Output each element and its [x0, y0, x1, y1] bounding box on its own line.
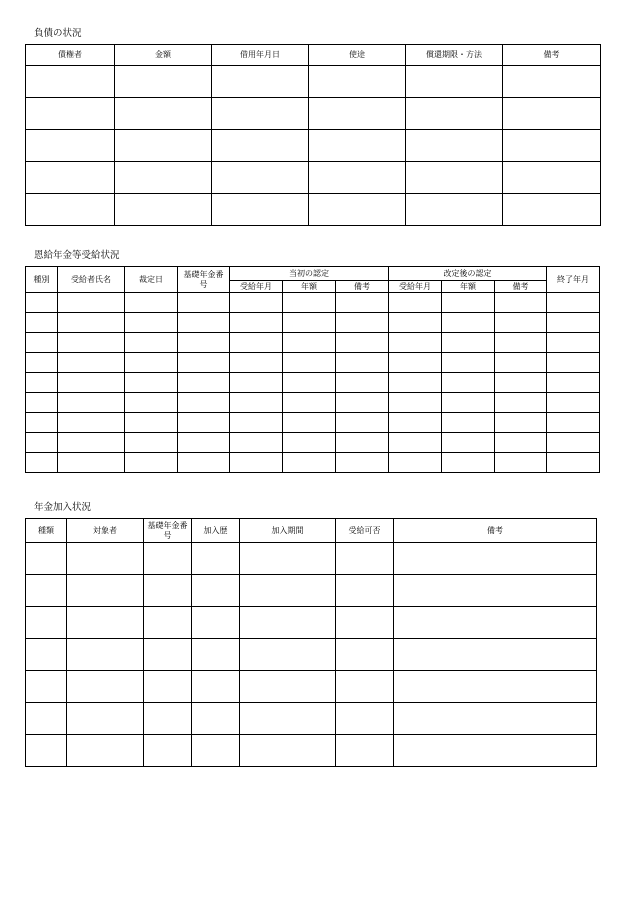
receipt-cell[interactable]: [442, 353, 495, 373]
enroll-cell[interactable]: [394, 607, 597, 639]
receipt-cell[interactable]: [26, 293, 58, 313]
receipt-cell[interactable]: [336, 353, 389, 373]
receipt-cell[interactable]: [178, 453, 230, 473]
enroll-cell[interactable]: [240, 543, 336, 575]
debt-cell[interactable]: [26, 162, 115, 194]
enroll-cell[interactable]: [144, 671, 192, 703]
debt-cell[interactable]: [115, 194, 212, 226]
debt-table: [25, 44, 601, 226]
receipt-row: [26, 413, 600, 433]
receipt-cell[interactable]: [495, 453, 547, 473]
receipt-cell[interactable]: [389, 433, 442, 453]
debt-cell[interactable]: [26, 98, 115, 130]
debt-header-repayment: 償還期限・方法: [406, 45, 503, 66]
enroll-cell[interactable]: [26, 735, 67, 767]
receipt-cell[interactable]: [442, 393, 495, 413]
receipt-sub-initial-amount: 年額: [283, 281, 336, 293]
debt-cell[interactable]: [406, 162, 503, 194]
debt-cell[interactable]: [115, 162, 212, 194]
enroll-cell[interactable]: [240, 639, 336, 671]
receipt-cell[interactable]: [389, 453, 442, 473]
enroll-row: [26, 735, 597, 767]
receipt-cell[interactable]: [125, 433, 178, 453]
enroll-cell[interactable]: [192, 543, 240, 575]
receipt-cell[interactable]: [495, 393, 547, 413]
enroll-cell[interactable]: [67, 607, 144, 639]
receipt-cell[interactable]: [547, 413, 600, 433]
enroll-cell[interactable]: [394, 735, 597, 767]
enroll-cell[interactable]: [394, 575, 597, 607]
receipt-cell[interactable]: [58, 333, 125, 353]
receipt-sub-initial-remarks: 備考: [336, 281, 389, 293]
receipt-cell[interactable]: [178, 313, 230, 333]
debt-cell[interactable]: [212, 98, 309, 130]
enroll-cell[interactable]: [336, 671, 394, 703]
enroll-cell[interactable]: [240, 607, 336, 639]
receipt-cell[interactable]: [389, 293, 442, 313]
receipt-cell[interactable]: [336, 293, 389, 313]
receipt-cell[interactable]: [495, 373, 547, 393]
debt-cell[interactable]: [212, 194, 309, 226]
debt-cell[interactable]: [26, 66, 115, 98]
enroll-cell[interactable]: [144, 639, 192, 671]
receipt-cell[interactable]: [283, 393, 336, 413]
receipt-cell[interactable]: [283, 373, 336, 393]
receipt-cell[interactable]: [178, 433, 230, 453]
debt-cell[interactable]: [406, 130, 503, 162]
enroll-cell[interactable]: [192, 703, 240, 735]
debt-cell[interactable]: [212, 66, 309, 98]
debt-header-amount: 金額: [115, 45, 212, 66]
enroll-header-basic-number: 基礎年金番号: [144, 519, 192, 543]
receipt-cell[interactable]: [495, 413, 547, 433]
receipt-cell[interactable]: [283, 353, 336, 373]
enroll-cell[interactable]: [67, 543, 144, 575]
enroll-cell[interactable]: [26, 607, 67, 639]
debt-row: [26, 162, 601, 194]
debt-cell[interactable]: [115, 66, 212, 98]
enroll-cell[interactable]: [192, 575, 240, 607]
enroll-cell[interactable]: [144, 735, 192, 767]
receipt-header-revised: 改定後の認定: [389, 267, 547, 281]
enroll-cell[interactable]: [26, 671, 67, 703]
enroll-cell[interactable]: [67, 575, 144, 607]
receipt-cell[interactable]: [58, 293, 125, 313]
receipt-cell[interactable]: [336, 393, 389, 413]
receipt-cell[interactable]: [230, 453, 283, 473]
receipt-cell[interactable]: [230, 373, 283, 393]
receipt-cell[interactable]: [547, 313, 600, 333]
receipt-cell[interactable]: [283, 433, 336, 453]
receipt-cell[interactable]: [26, 453, 58, 473]
receipt-cell[interactable]: [389, 413, 442, 433]
enroll-cell[interactable]: [240, 703, 336, 735]
receipt-cell[interactable]: [230, 413, 283, 433]
receipt-cell[interactable]: [442, 293, 495, 313]
debt-cell[interactable]: [26, 130, 115, 162]
receipt-cell[interactable]: [26, 353, 58, 373]
enroll-cell[interactable]: [192, 639, 240, 671]
receipt-cell[interactable]: [495, 313, 547, 333]
receipt-sub-revised-remarks: 備考: [495, 281, 547, 293]
receipt-cell[interactable]: [442, 373, 495, 393]
enroll-row: [26, 543, 597, 575]
receipt-cell[interactable]: [547, 373, 600, 393]
debt-cell[interactable]: [115, 130, 212, 162]
enroll-cell[interactable]: [336, 703, 394, 735]
enroll-cell[interactable]: [144, 703, 192, 735]
debt-cell[interactable]: [406, 194, 503, 226]
receipt-cell[interactable]: [389, 313, 442, 333]
receipt-cell[interactable]: [230, 353, 283, 373]
receipt-cell[interactable]: [58, 413, 125, 433]
receipt-cell[interactable]: [547, 393, 600, 413]
debt-cell[interactable]: [503, 98, 601, 130]
enroll-cell[interactable]: [240, 735, 336, 767]
receipt-cell[interactable]: [336, 333, 389, 353]
debt-row: [26, 194, 601, 226]
enroll-cell[interactable]: [144, 543, 192, 575]
receipt-header-recipient: 受給者氏名: [58, 267, 125, 293]
debt-cell[interactable]: [212, 130, 309, 162]
receipt-cell[interactable]: [58, 433, 125, 453]
debt-row: [26, 66, 601, 98]
debt-cell[interactable]: [309, 66, 406, 98]
enroll-cell[interactable]: [26, 543, 67, 575]
receipt-cell[interactable]: [26, 413, 58, 433]
debt-cell[interactable]: [503, 66, 601, 98]
enroll-header-period: 加入期間: [240, 519, 336, 543]
receipt-header-kind: 種別: [26, 267, 58, 293]
receipt-cell[interactable]: [442, 453, 495, 473]
enroll-row: [26, 607, 597, 639]
receipt-cell[interactable]: [442, 333, 495, 353]
enroll-cell[interactable]: [26, 575, 67, 607]
receipt-cell[interactable]: [336, 413, 389, 433]
receipt-cell[interactable]: [442, 313, 495, 333]
receipt-cell[interactable]: [283, 453, 336, 473]
enroll-header-history: 加入歴: [192, 519, 240, 543]
receipt-sub-initial-month: 受給年月: [230, 281, 283, 293]
receipt-cell[interactable]: [230, 393, 283, 413]
receipt-cell[interactable]: [283, 413, 336, 433]
debt-cell[interactable]: [309, 130, 406, 162]
receipt-cell[interactable]: [547, 333, 600, 353]
receipt-cell[interactable]: [442, 413, 495, 433]
receipt-cell[interactable]: [178, 373, 230, 393]
receipt-cell[interactable]: [178, 353, 230, 373]
receipt-row: [26, 333, 600, 353]
enroll-cell[interactable]: [336, 543, 394, 575]
receipt-cell[interactable]: [178, 333, 230, 353]
receipt-row: [26, 373, 600, 393]
debt-row: [26, 130, 601, 162]
enroll-cell[interactable]: [192, 607, 240, 639]
enroll-cell[interactable]: [26, 639, 67, 671]
receipt-cell[interactable]: [547, 433, 600, 453]
debt-cell[interactable]: [309, 194, 406, 226]
enroll-cell[interactable]: [67, 735, 144, 767]
enroll-header-eligibility: 受給可否: [336, 519, 394, 543]
receipt-sub-revised-month: 受給年月: [389, 281, 442, 293]
enroll-cell[interactable]: [336, 575, 394, 607]
enroll-cell[interactable]: [144, 607, 192, 639]
enroll-cell[interactable]: [336, 639, 394, 671]
enroll-cell[interactable]: [144, 575, 192, 607]
pension-enrollment-section-title: 年金加入状況: [34, 502, 92, 513]
debt-cell[interactable]: [503, 194, 601, 226]
receipt-cell[interactable]: [178, 393, 230, 413]
receipt-cell[interactable]: [336, 453, 389, 473]
debt-cell[interactable]: [406, 98, 503, 130]
receipt-row: [26, 353, 600, 373]
receipt-cell[interactable]: [230, 333, 283, 353]
enroll-cell[interactable]: [394, 639, 597, 671]
receipt-cell[interactable]: [125, 373, 178, 393]
pension-enrollment-table: [25, 518, 597, 767]
receipt-cell[interactable]: [125, 313, 178, 333]
receipt-row: [26, 313, 600, 333]
receipt-cell[interactable]: [283, 293, 336, 313]
debt-cell[interactable]: [406, 66, 503, 98]
pension-receipt-section-title: 恩給年金等受給状況: [34, 250, 120, 261]
receipt-cell[interactable]: [125, 393, 178, 413]
receipt-row: [26, 453, 600, 473]
receipt-cell[interactable]: [58, 373, 125, 393]
receipt-cell[interactable]: [178, 413, 230, 433]
receipt-cell[interactable]: [230, 313, 283, 333]
receipt-cell[interactable]: [26, 313, 58, 333]
enroll-cell[interactable]: [67, 703, 144, 735]
enroll-header-remarks: 備考: [394, 519, 597, 543]
debt-cell[interactable]: [309, 98, 406, 130]
enroll-row: [26, 703, 597, 735]
debt-cell[interactable]: [115, 98, 212, 130]
receipt-header-end-month: 終了年月: [547, 267, 600, 293]
debt-cell[interactable]: [26, 194, 115, 226]
enroll-cell[interactable]: [240, 671, 336, 703]
receipt-cell[interactable]: [230, 433, 283, 453]
pension-receipt-table: [25, 266, 600, 473]
receipt-sub-revised-amount: 年額: [442, 281, 495, 293]
debt-header-borrow-date: 借用年月日: [212, 45, 309, 66]
receipt-cell[interactable]: [58, 453, 125, 473]
receipt-cell[interactable]: [389, 393, 442, 413]
enroll-cell[interactable]: [336, 607, 394, 639]
receipt-cell[interactable]: [495, 333, 547, 353]
receipt-row: [26, 393, 600, 413]
receipt-cell[interactable]: [58, 353, 125, 373]
enroll-cell[interactable]: [336, 735, 394, 767]
receipt-cell[interactable]: [26, 433, 58, 453]
enroll-header-subject: 対象者: [67, 519, 144, 543]
receipt-cell[interactable]: [125, 453, 178, 473]
receipt-cell[interactable]: [336, 313, 389, 333]
receipt-cell[interactable]: [283, 333, 336, 353]
receipt-cell[interactable]: [125, 413, 178, 433]
receipt-cell[interactable]: [230, 293, 283, 313]
debt-cell[interactable]: [503, 130, 601, 162]
receipt-cell[interactable]: [547, 353, 600, 373]
receipt-cell[interactable]: [125, 333, 178, 353]
enroll-row: [26, 671, 597, 703]
receipt-cell[interactable]: [26, 373, 58, 393]
receipt-row: [26, 433, 600, 453]
receipt-cell[interactable]: [389, 353, 442, 373]
enroll-cell[interactable]: [67, 639, 144, 671]
enroll-cell[interactable]: [67, 671, 144, 703]
receipt-cell[interactable]: [495, 353, 547, 373]
receipt-cell[interactable]: [58, 393, 125, 413]
enroll-cell[interactable]: [394, 703, 597, 735]
receipt-cell[interactable]: [389, 373, 442, 393]
enroll-cell[interactable]: [240, 575, 336, 607]
receipt-cell[interactable]: [547, 293, 600, 313]
debt-cell[interactable]: [212, 162, 309, 194]
enroll-row: [26, 639, 597, 671]
receipt-cell[interactable]: [125, 353, 178, 373]
receipt-cell[interactable]: [547, 453, 600, 473]
debt-header-remarks: 備考: [503, 45, 601, 66]
receipt-cell[interactable]: [125, 293, 178, 313]
receipt-cell[interactable]: [389, 333, 442, 353]
debt-header-purpose: 使途: [309, 45, 406, 66]
debt-cell[interactable]: [309, 162, 406, 194]
debt-header-creditor: 債権者: [26, 45, 115, 66]
enroll-header-type: 種類: [26, 519, 67, 543]
receipt-header-decision-date: 裁定日: [125, 267, 178, 293]
enroll-cell[interactable]: [26, 703, 67, 735]
receipt-header-basic-number: 基礎年金番号: [178, 267, 230, 293]
receipt-cell[interactable]: [178, 293, 230, 313]
receipt-header-initial: 当初の認定: [230, 267, 389, 281]
receipt-cell[interactable]: [26, 333, 58, 353]
receipt-cell[interactable]: [495, 433, 547, 453]
enroll-cell[interactable]: [192, 671, 240, 703]
receipt-cell[interactable]: [495, 293, 547, 313]
receipt-cell[interactable]: [58, 313, 125, 333]
enroll-row: [26, 575, 597, 607]
receipt-cell[interactable]: [336, 433, 389, 453]
enroll-cell[interactable]: [394, 543, 597, 575]
receipt-row: [26, 293, 600, 313]
enroll-cell[interactable]: [394, 671, 597, 703]
receipt-cell[interactable]: [283, 313, 336, 333]
receipt-cell[interactable]: [26, 393, 58, 413]
debt-section-title: 負債の状況: [34, 28, 82, 39]
enroll-cell[interactable]: [192, 735, 240, 767]
debt-row: [26, 98, 601, 130]
receipt-cell[interactable]: [336, 373, 389, 393]
debt-cell[interactable]: [503, 162, 601, 194]
receipt-cell[interactable]: [442, 433, 495, 453]
